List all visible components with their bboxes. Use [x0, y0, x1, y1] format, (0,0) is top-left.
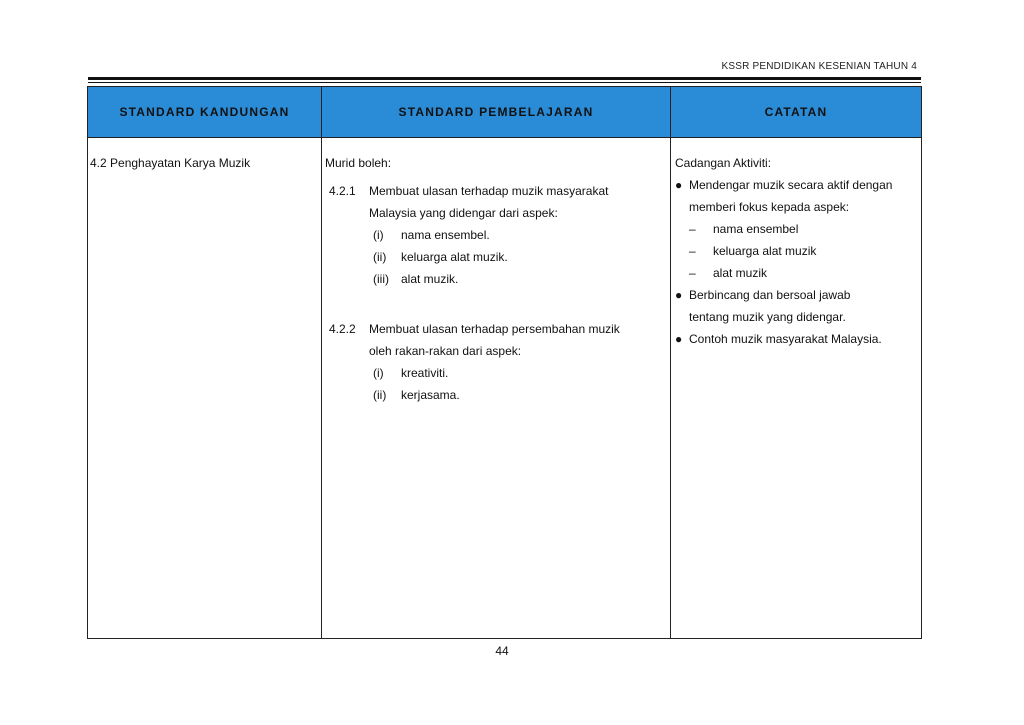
bullet-text: Berbincang dan bersoal jawab — [689, 288, 851, 302]
dash-icon: – — [689, 244, 696, 258]
learning-sub-item — [325, 224, 667, 246]
bullet-text: Mendengar muzik secara aktif dengan — [689, 178, 893, 192]
running-header: KSSR PENDIDIKAN KESENIAN TAHUN 4 — [721, 61, 917, 72]
learning-sub-item — [325, 362, 667, 384]
aspect-dash-item — [675, 240, 917, 262]
column-header-standard-pembelajaran: STANDARD PEMBELAJARAN — [322, 87, 671, 138]
bullet-text: Contoh muzik masyarakat Malaysia. — [689, 332, 882, 346]
cell-standard-pembelajaran — [322, 138, 671, 639]
learning-standard-text: Malaysia yang didengar dari aspek: — [369, 206, 558, 220]
sub-item-roman: (iii) — [373, 272, 389, 286]
table-row — [88, 138, 922, 639]
learning-standard-text: Membuat ulasan terhadap persembahan muzik — [369, 322, 620, 336]
learning-sub-item — [325, 268, 667, 290]
activity-bullet — [675, 174, 917, 218]
bullet-text: tentang muzik yang didengar. — [689, 310, 846, 324]
sub-item-roman: (i) — [373, 366, 384, 380]
bullet-icon: ● — [675, 332, 683, 346]
dash-icon: – — [689, 266, 696, 280]
learning-standard-number: 4.2.2 — [329, 322, 356, 336]
dash-icon: – — [689, 222, 696, 236]
dash-text: keluarga alat muzik — [713, 244, 817, 258]
cell-standard-kandungan — [88, 138, 322, 639]
sub-item-roman: (ii) — [373, 388, 387, 402]
column-header-catatan: CATATAN — [671, 87, 922, 138]
table-header-row — [88, 87, 922, 138]
learning-sub-item — [325, 246, 667, 268]
sub-item-roman: (ii) — [373, 250, 387, 264]
learning-standard-number: 4.2.1 — [329, 184, 356, 198]
header-rule-thin — [88, 82, 921, 83]
sub-item-text: alat muzik. — [401, 272, 459, 286]
column-header-standard-kandungan: STANDARD KANDUNGAN — [88, 87, 322, 138]
sub-item-roman: (i) — [373, 228, 384, 242]
aspect-dash-item — [675, 218, 917, 240]
sub-item-text: kreativiti. — [401, 366, 449, 380]
learning-sub-item — [325, 384, 667, 406]
curriculum-table — [87, 86, 922, 639]
sub-item-text: keluarga alat muzik. — [401, 250, 508, 264]
dash-text: nama ensembel — [713, 222, 799, 236]
cell-catatan — [671, 138, 922, 639]
header-rule-thick — [88, 77, 921, 80]
sub-item-text: kerjasama. — [401, 388, 460, 402]
activity-bullet — [675, 284, 917, 328]
learning-standard-text: oleh rakan-rakan dari aspek: — [369, 344, 522, 358]
dash-text: alat muzik — [713, 266, 768, 280]
aspect-dash-item — [675, 262, 917, 284]
learning-standard-item — [325, 180, 667, 224]
sub-item-text: nama ensembel. — [401, 228, 490, 242]
bullet-icon: ● — [675, 178, 683, 192]
bullet-icon: ● — [675, 288, 683, 302]
catatan-intro: Cadangan Aktiviti: — [675, 156, 772, 170]
standard-kandungan-text: 4.2 Penghayatan Karya Muzik — [90, 156, 251, 170]
pembelajaran-intro: Murid boleh: — [325, 156, 392, 170]
bullet-text: memberi fokus kepada aspek: — [689, 200, 850, 214]
learning-standard-text: Membuat ulasan terhadap muzik masyarakat — [369, 184, 609, 198]
learning-standard-item — [325, 318, 667, 362]
page-number: 44 — [495, 644, 509, 658]
activity-bullet — [675, 328, 917, 350]
